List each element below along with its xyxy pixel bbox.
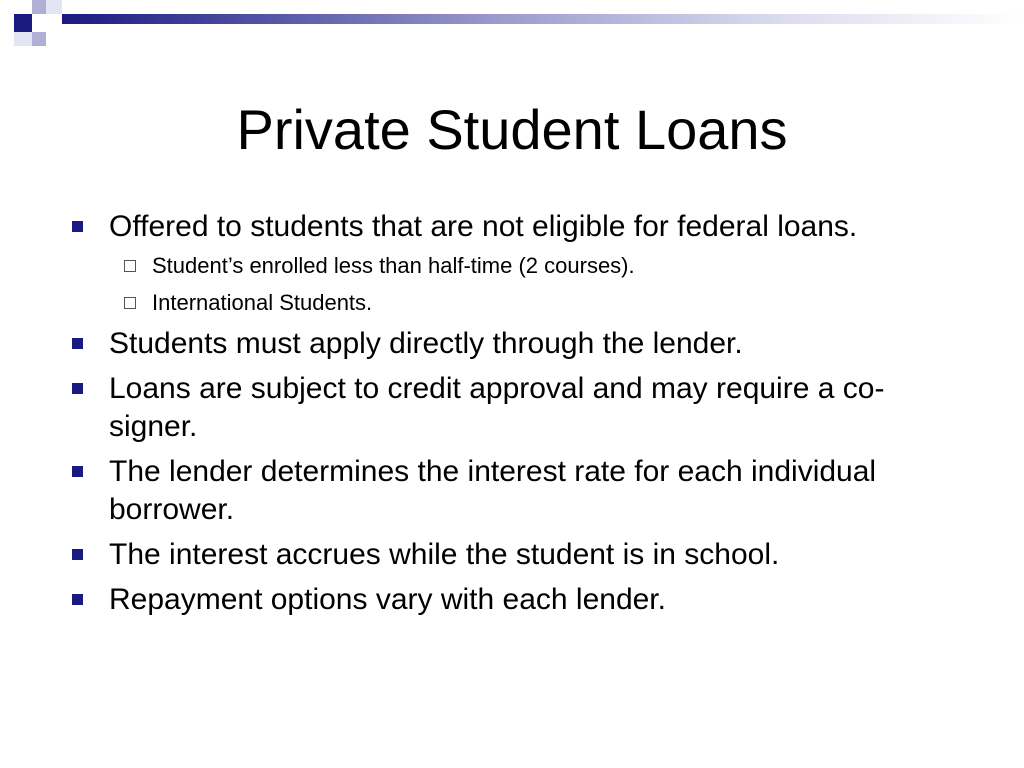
sub-bullet-text: International Students.	[152, 290, 373, 315]
decor-square	[14, 14, 32, 32]
bullet-text: Repayment options vary with each lender.	[109, 583, 666, 616]
decor-square	[14, 32, 32, 46]
slide-title: Private Student Loans	[236, 98, 788, 161]
bullet-text: Offered to students that are not eligible for federal loans.	[109, 210, 858, 243]
bullet-item	[72, 325, 972, 363]
bullet-item	[72, 208, 972, 246]
bullet-text: The lender determines the interest rate for each individual borrower.	[109, 455, 877, 526]
bullet-item	[72, 536, 972, 574]
decor-square	[46, 0, 62, 14]
square-bullet-icon	[72, 466, 83, 477]
bullet-text: Loans are subject to credit approval and may require a co-signer.	[109, 372, 885, 443]
square-bullet-icon	[72, 549, 83, 560]
sub-bullet-list	[124, 251, 972, 318]
bullet-text: Students must apply directly through the lender.	[109, 327, 743, 360]
bullet-item	[72, 581, 972, 619]
decor-square	[32, 0, 46, 14]
bullet-text: The interest accrues while the student is in school.	[109, 538, 780, 571]
hollow-square-bullet-icon	[124, 297, 136, 309]
decor-square	[32, 32, 46, 46]
square-bullet-icon	[72, 594, 83, 605]
square-bullet-icon	[72, 383, 83, 394]
header-gradient-bar	[62, 14, 1024, 24]
bullet-list	[72, 208, 972, 626]
header-decoration	[0, 0, 1024, 64]
square-bullet-icon	[72, 338, 83, 349]
bullet-item	[72, 370, 972, 446]
hollow-square-bullet-icon	[124, 260, 136, 272]
sub-bullet-item	[124, 251, 972, 281]
square-bullet-icon	[72, 221, 83, 232]
sub-bullet-item	[124, 288, 972, 318]
bullet-item	[72, 453, 972, 529]
sub-bullet-text: Student’s enrolled less than half-time (2 courses).	[152, 253, 635, 278]
